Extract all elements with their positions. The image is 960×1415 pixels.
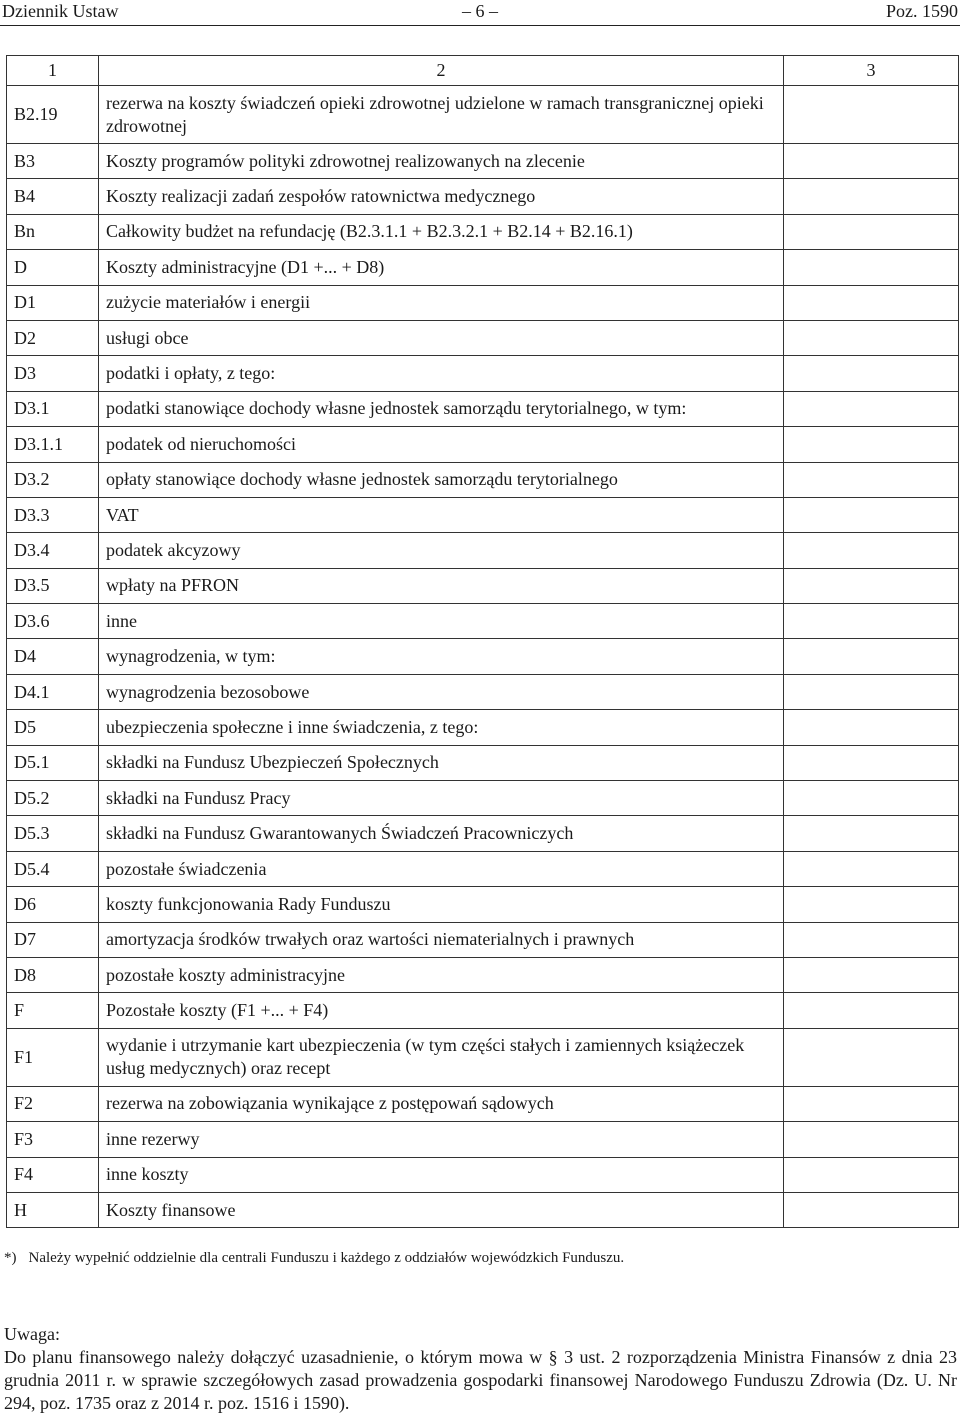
footnote-text: Należy wypełnić oddzielnie dla centrali Funduszu i każdego z oddziałów wojewódzkich Funduszu. xyxy=(28,1250,625,1266)
row-code: Bn xyxy=(7,214,99,249)
row-description: inne koszty xyxy=(99,1157,784,1192)
column-header-2: 2 xyxy=(99,56,784,86)
row-value-cell[interactable] xyxy=(784,781,959,816)
row-code: D xyxy=(7,250,99,285)
row-description: wpłaty na PFRON xyxy=(99,568,784,603)
row-code: D5.2 xyxy=(7,781,99,816)
row-code: B4 xyxy=(7,179,99,214)
table-row xyxy=(7,462,959,497)
table-row xyxy=(7,391,959,426)
table-row xyxy=(7,1028,959,1086)
row-description: amortyzacja środków trwałych oraz wartości niematerialnych i prawnych xyxy=(99,922,784,957)
row-code: D3.3 xyxy=(7,497,99,532)
row-value-cell[interactable] xyxy=(784,497,959,532)
row-value-cell[interactable] xyxy=(784,957,959,992)
row-code: F3 xyxy=(7,1122,99,1157)
row-value-cell[interactable] xyxy=(784,710,959,745)
header-divider xyxy=(0,25,960,26)
row-value-cell[interactable] xyxy=(784,674,959,709)
row-value-cell[interactable] xyxy=(784,462,959,497)
row-value-cell[interactable] xyxy=(784,1086,959,1121)
row-description: składki na Fundusz Pracy xyxy=(99,781,784,816)
row-value-cell[interactable] xyxy=(784,604,959,639)
row-description: Całkowity budżet na refundację (B2.3.1.1 + B2.3.2.1 + B2.14 + B2.16.1) xyxy=(99,214,784,249)
table-row xyxy=(7,1122,959,1157)
row-description: inne rezerwy xyxy=(99,1122,784,1157)
row-code: D8 xyxy=(7,957,99,992)
row-code: B3 xyxy=(7,144,99,179)
table-row xyxy=(7,993,959,1028)
row-value-cell[interactable] xyxy=(784,887,959,922)
row-description: składki na Fundusz Ubezpieczeń Społecznych xyxy=(99,745,784,780)
row-description: rezerwa na zobowiązania wynikające z postępowań sądowych xyxy=(99,1086,784,1121)
column-header-3: 3 xyxy=(784,56,959,86)
row-value-cell[interactable] xyxy=(784,1122,959,1157)
row-code: F4 xyxy=(7,1157,99,1192)
row-value-cell[interactable] xyxy=(784,285,959,320)
note-title: Uwaga: xyxy=(4,1324,60,1344)
row-description: rezerwa na koszty świadczeń opieki zdrowotnej udzielone w ramach transgranicznej opieki zdrowotnej xyxy=(99,86,784,144)
row-description: wydanie i utrzymanie kart ubezpieczenia (w tym części stałych i zamiennych książeczek usług medycznych) oraz recept xyxy=(99,1028,784,1086)
note-section xyxy=(4,1323,957,1415)
table-row xyxy=(7,427,959,462)
row-description: zużycie materiałów i energii xyxy=(99,285,784,320)
row-code: D3.1.1 xyxy=(7,427,99,462)
row-code: D3.5 xyxy=(7,568,99,603)
row-description: Pozostałe koszty (F1 +... + F4) xyxy=(99,993,784,1028)
page-number: – 6 – xyxy=(462,1,498,21)
row-description: ubezpieczenia społeczne i inne świadczenia, z tego: xyxy=(99,710,784,745)
row-code: D5.3 xyxy=(7,816,99,851)
table-row xyxy=(7,922,959,957)
column-header-1: 1 xyxy=(7,56,99,86)
row-description: Koszty finansowe xyxy=(99,1192,784,1227)
row-description: pozostałe świadczenia xyxy=(99,851,784,886)
table-row xyxy=(7,568,959,603)
table-row xyxy=(7,957,959,992)
row-description: Koszty programów polityki zdrowotnej realizowanych na zlecenie xyxy=(99,144,784,179)
row-value-cell[interactable] xyxy=(784,427,959,462)
row-value-cell[interactable] xyxy=(784,1028,959,1086)
row-value-cell[interactable] xyxy=(784,1192,959,1227)
page-header xyxy=(0,0,960,24)
table-row xyxy=(7,250,959,285)
table-row xyxy=(7,674,959,709)
row-description: podatki i opłaty, z tego: xyxy=(99,356,784,391)
row-code: B2.19 xyxy=(7,86,99,144)
row-description: podatek od nieruchomości xyxy=(99,427,784,462)
table-row xyxy=(7,851,959,886)
table-row xyxy=(7,745,959,780)
row-value-cell[interactable] xyxy=(784,745,959,780)
row-description: Koszty realizacji zadań zespołów ratownictwa medycznego xyxy=(99,179,784,214)
table-row xyxy=(7,533,959,568)
row-value-cell[interactable] xyxy=(784,993,959,1028)
row-code: F2 xyxy=(7,1086,99,1121)
row-value-cell[interactable] xyxy=(784,86,959,144)
row-code: D1 xyxy=(7,285,99,320)
row-value-cell[interactable] xyxy=(784,356,959,391)
row-code: D4 xyxy=(7,639,99,674)
row-code: D3.6 xyxy=(7,604,99,639)
row-value-cell[interactable] xyxy=(784,568,959,603)
table-row xyxy=(7,710,959,745)
row-code: D5.4 xyxy=(7,851,99,886)
table-row xyxy=(7,887,959,922)
table-row xyxy=(7,1157,959,1192)
row-code: D6 xyxy=(7,887,99,922)
row-value-cell[interactable] xyxy=(784,816,959,851)
row-value-cell[interactable] xyxy=(784,250,959,285)
row-value-cell[interactable] xyxy=(784,1157,959,1192)
row-description: składki na Fundusz Gwarantowanych Świadczeń Pracowniczych xyxy=(99,816,784,851)
cost-table xyxy=(6,55,959,1228)
row-value-cell[interactable] xyxy=(784,391,959,426)
row-code: F1 xyxy=(7,1028,99,1086)
row-code: D3.4 xyxy=(7,533,99,568)
row-code: D4.1 xyxy=(7,674,99,709)
footnote xyxy=(4,1250,624,1267)
table-row xyxy=(7,214,959,249)
row-code: D5 xyxy=(7,710,99,745)
row-description: VAT xyxy=(99,497,784,532)
table-row xyxy=(7,356,959,391)
row-description: usługi obce xyxy=(99,320,784,355)
table-row xyxy=(7,179,959,214)
row-description: wynagrodzenia, w tym: xyxy=(99,639,784,674)
row-code: D3 xyxy=(7,356,99,391)
table-row xyxy=(7,816,959,851)
row-value-cell[interactable] xyxy=(784,533,959,568)
row-value-cell[interactable] xyxy=(784,214,959,249)
table-row xyxy=(7,320,959,355)
row-description: pozostałe koszty administracyjne xyxy=(99,957,784,992)
row-value-cell[interactable] xyxy=(784,922,959,957)
row-description: Koszty administracyjne (D1 +... + D8) xyxy=(99,250,784,285)
row-description: podatek akcyzowy xyxy=(99,533,784,568)
position-number: Poz. 1590 xyxy=(886,1,958,21)
table-row xyxy=(7,604,959,639)
row-description: podatki stanowiące dochody własne jednostek samorządu terytorialnego, w tym: xyxy=(99,391,784,426)
column-number-row xyxy=(7,56,959,86)
table-row xyxy=(7,1086,959,1121)
row-description: inne xyxy=(99,604,784,639)
row-code: D3.2 xyxy=(7,462,99,497)
table-row xyxy=(7,781,959,816)
row-value-cell[interactable] xyxy=(784,320,959,355)
row-description: koszty funkcjonowania Rady Funduszu xyxy=(99,887,784,922)
table-row xyxy=(7,497,959,532)
table-row xyxy=(7,639,959,674)
row-code: D2 xyxy=(7,320,99,355)
row-value-cell[interactable] xyxy=(784,144,959,179)
row-value-cell[interactable] xyxy=(784,851,959,886)
row-code: D5.1 xyxy=(7,745,99,780)
row-value-cell[interactable] xyxy=(784,179,959,214)
table-row xyxy=(7,285,959,320)
row-description: wynagrodzenia bezosobowe xyxy=(99,674,784,709)
row-code: D7 xyxy=(7,922,99,957)
table-row xyxy=(7,144,959,179)
journal-title: Dziennik Ustaw xyxy=(2,1,119,21)
table-row xyxy=(7,86,959,144)
row-description: opłaty stanowiące dochody własne jednostek samorządu terytorialnego xyxy=(99,462,784,497)
row-code: F xyxy=(7,993,99,1028)
note-body: Do planu finansowego należy dołączyć uzasadnienie, o którym mowa w § 3 ust. 2 rozporządzenia Ministra Finansów z dnia 23 grudnia 2011 r. w sprawie szczegółowych zasad prowadzenia gospodarki finansowej Narodowego Funduszu Zdrowia (Dz. U. Nr 294, poz. 1735 oraz z 2014 r. poz. 1516 i 1590). xyxy=(4,1347,957,1413)
row-code: D3.1 xyxy=(7,391,99,426)
row-code: H xyxy=(7,1192,99,1227)
row-value-cell[interactable] xyxy=(784,639,959,674)
footnote-mark: *) xyxy=(4,1250,17,1266)
table-row xyxy=(7,1192,959,1227)
